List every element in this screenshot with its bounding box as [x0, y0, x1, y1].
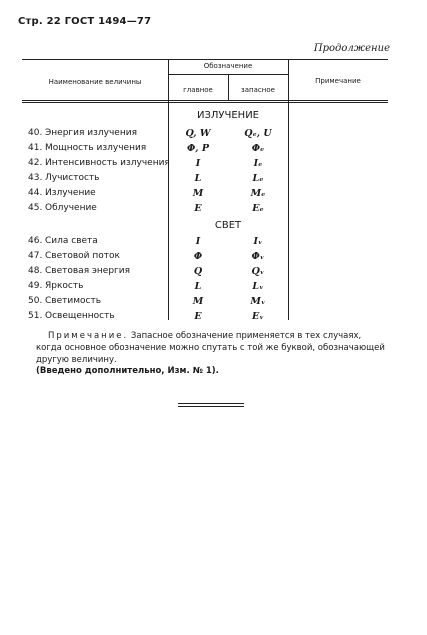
- row-name: Мощность излучения: [45, 143, 147, 153]
- row-name: Интенсивность излучения: [45, 158, 170, 168]
- row-main-symbol: I: [195, 158, 201, 169]
- table-row: [0, 311, 427, 326]
- column-header-symbol: Обозначение: [203, 62, 253, 70]
- table-row: [0, 236, 427, 251]
- row-name: Яркость: [45, 281, 84, 291]
- row-number: 44.: [28, 188, 43, 198]
- table-row: [0, 128, 427, 143]
- row-number: 51.: [28, 311, 43, 321]
- table-top-rule: [22, 59, 388, 60]
- table-row: [0, 203, 427, 218]
- closing-rule-2: [178, 406, 244, 407]
- footnote: [36, 330, 388, 366]
- row-main-symbol: L: [194, 281, 202, 292]
- row-number: 46.: [28, 236, 43, 246]
- row-number: 42.: [28, 158, 43, 168]
- closing-rule: [178, 403, 244, 404]
- row-alt-symbol: Mᵥ: [250, 296, 266, 307]
- row-number: 41.: [28, 143, 43, 153]
- row-name: Световой поток: [45, 251, 120, 261]
- column-header-alt: запасное: [241, 86, 275, 94]
- row-name: Энергия излучения: [45, 128, 137, 138]
- row-number: 50.: [28, 296, 43, 306]
- row-alt-symbol: Mₑ: [250, 188, 266, 199]
- row-name: Светимость: [45, 296, 102, 306]
- row-number: 45.: [28, 203, 43, 213]
- row-alt-symbol: Φᵥ: [251, 251, 265, 262]
- footnote-text: Запасное обозначение применяется в тех случаях, когда основное обозначение можно спутать с той же буквой, обозначающей другую величину.: [36, 331, 385, 365]
- row-number: 47.: [28, 251, 43, 261]
- column-header-main: главное: [183, 86, 213, 94]
- column-header-note: Примечание: [315, 77, 361, 85]
- table-header-bottom-rule: [22, 100, 388, 101]
- row-main-symbol: L: [194, 173, 202, 184]
- row-main-symbol: M: [192, 188, 204, 199]
- row-alt-symbol: Iᵥ: [253, 236, 263, 247]
- row-alt-symbol: Φₑ: [251, 143, 265, 154]
- row-name: Освещенность: [45, 311, 115, 321]
- row-main-symbol: E: [194, 203, 202, 214]
- table-row: [0, 173, 427, 188]
- table-row: [0, 266, 427, 281]
- table-row: [0, 251, 427, 266]
- row-name: Излучение: [45, 188, 96, 198]
- row-main-symbol: Q, W: [185, 128, 211, 139]
- row-alt-symbol: Qₑ, U: [244, 128, 272, 139]
- row-name: Облучение: [45, 203, 97, 213]
- footnote-lead: Примечание.: [48, 331, 129, 341]
- section-title-light: СВЕТ: [214, 220, 242, 231]
- row-main-symbol: Q: [193, 266, 203, 277]
- table-row: [0, 296, 427, 311]
- table-row: [0, 143, 427, 158]
- row-name: Лучистость: [45, 173, 100, 183]
- row-main-symbol: I: [195, 236, 201, 247]
- row-alt-symbol: Lᵥ: [252, 281, 264, 292]
- section-title-radiation: ИЗЛУЧЕНИЕ: [197, 110, 259, 121]
- row-name: Световая энергия: [45, 266, 131, 276]
- row-main-symbol: M: [192, 296, 204, 307]
- row-main-symbol: E: [194, 311, 202, 322]
- continuation-label: Продолжение: [313, 43, 390, 54]
- page-header: Стр. 22 ГОСТ 1494—77: [18, 16, 152, 27]
- row-number: 49.: [28, 281, 43, 291]
- row-alt-symbol: Iₑ: [253, 158, 263, 169]
- row-alt-symbol: Lₑ: [252, 173, 264, 184]
- row-name: Сила света: [45, 236, 98, 246]
- column-header-name: Наименование величины: [48, 78, 142, 86]
- table-header-bottom-rule-2: [22, 102, 388, 103]
- table-row: [0, 188, 427, 203]
- row-number: 40.: [28, 128, 43, 138]
- table-row: [0, 281, 427, 296]
- amendment-note: (Введено дополнительно, Изм. № 1).: [36, 366, 219, 376]
- row-number: 43.: [28, 173, 43, 183]
- row-alt-symbol: Eᵥ: [252, 311, 264, 322]
- row-main-symbol: Φ: [193, 251, 203, 262]
- table-row: [0, 158, 427, 173]
- row-alt-symbol: Qᵥ: [251, 266, 265, 277]
- row-number: 48.: [28, 266, 43, 276]
- row-main-symbol: Φ, P: [186, 143, 210, 154]
- row-alt-symbol: Eₑ: [252, 203, 264, 214]
